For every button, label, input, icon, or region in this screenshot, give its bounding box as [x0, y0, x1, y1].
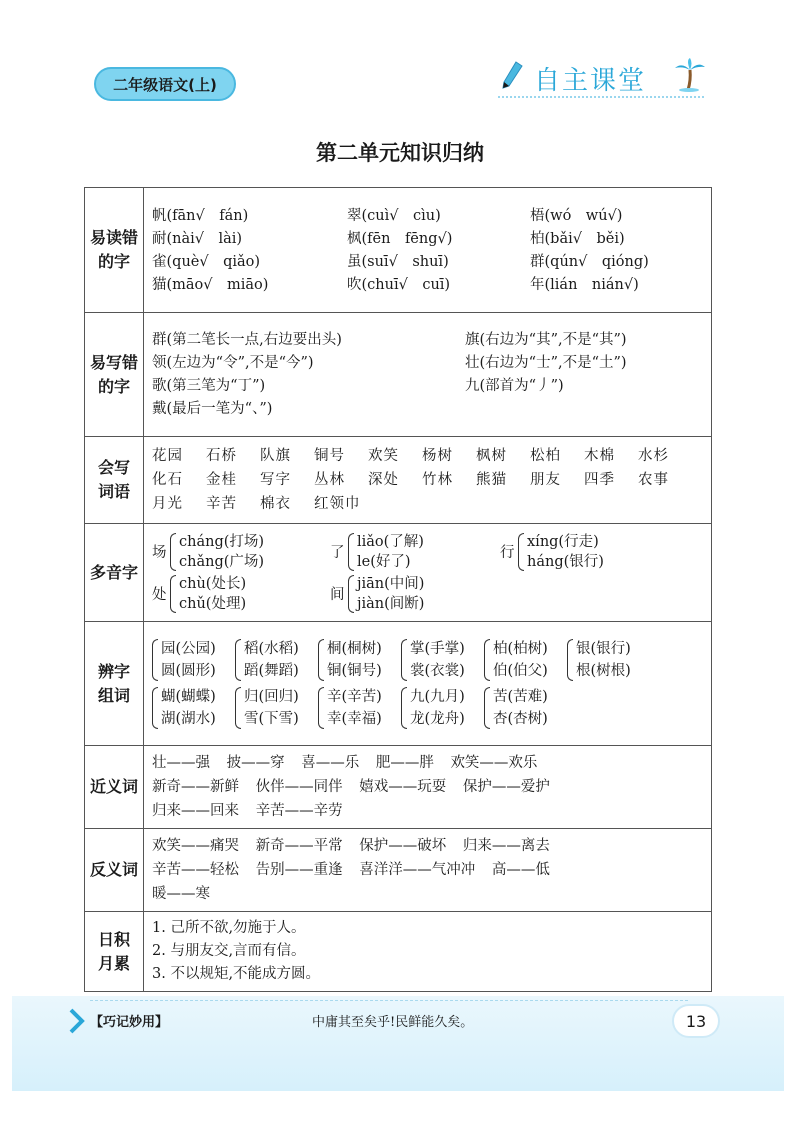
- text-line: [152, 858, 705, 882]
- pair-word: 掌(手掌): [410, 640, 465, 657]
- list-item: 九(部首为“丿”): [465, 377, 564, 394]
- word: 石桥: [206, 447, 237, 464]
- proverb-line: 2. 与朋友交,言而有信。: [152, 943, 306, 959]
- word-pair: [235, 686, 318, 730]
- brace: [401, 687, 407, 729]
- word-pair: [401, 686, 484, 730]
- label-yixie: 易写错 的字: [85, 313, 144, 437]
- list-item: 雀(què√ qiǎo): [152, 253, 261, 270]
- brace: [170, 533, 176, 571]
- word-pair: 告别——重逢: [255, 862, 343, 878]
- polyphone-item: [330, 532, 500, 572]
- word: 月光: [152, 495, 183, 512]
- brace: [348, 533, 354, 571]
- word: 铜号: [314, 447, 345, 464]
- word: 棉衣: [260, 495, 291, 512]
- pair-word: 归(回归): [244, 688, 299, 705]
- word-pair: 披——穿: [226, 755, 285, 771]
- pair-word: 柏(柏树): [493, 640, 548, 657]
- reading: cháng(打场): [179, 533, 265, 550]
- footer-band: [12, 996, 784, 1091]
- pair-word: 桐(桐树): [327, 640, 382, 657]
- polyphone-char: 了: [330, 545, 345, 561]
- list-item: 猫(māo√ miāo): [152, 276, 269, 293]
- huixie-words: [152, 446, 705, 515]
- word-pair: 嬉戏——玩耍: [359, 779, 447, 795]
- row-yixie: [85, 313, 712, 437]
- row-bianzi: [85, 622, 712, 746]
- list-item: 领(左边为“令”,不是“今”): [152, 354, 314, 371]
- list-item: 柏(bǎi√ běi): [530, 230, 625, 247]
- footer-quote: 中庸其至矣乎!民鲜能久矣。: [312, 1015, 474, 1030]
- pair-word: 辛(辛苦): [327, 688, 382, 705]
- word-pair: [567, 638, 650, 682]
- label-yidu: 易读错 的字: [85, 188, 144, 313]
- word-pair: 高——低: [491, 862, 550, 878]
- label-fanyi: 反义词: [85, 829, 144, 912]
- polyphone-item: [500, 532, 670, 572]
- fanyi-list: [152, 834, 705, 906]
- word-pair: 欢笑——欢乐: [450, 755, 538, 771]
- pair-word: 园(公园): [161, 640, 216, 657]
- word-pair: 辛苦——辛劳: [255, 803, 343, 819]
- footer-divider: [90, 1000, 688, 1001]
- word-pair: 暖——寒: [152, 886, 210, 902]
- word-pair: [152, 686, 235, 730]
- pair-word: 龙(龙舟): [410, 710, 465, 727]
- duoyin-list: [152, 532, 705, 614]
- word: 杨树: [422, 447, 453, 464]
- word-pair: [235, 638, 318, 682]
- pair-word: 蝴(蝴蝶): [161, 688, 216, 705]
- brace: [348, 575, 354, 613]
- brace: [170, 575, 176, 613]
- word: 化石: [152, 471, 183, 488]
- word: 辛苦: [206, 495, 237, 512]
- footer-label: 【巧记妙用】: [90, 1015, 169, 1030]
- word: 队旗: [260, 447, 291, 464]
- word: 花园: [152, 447, 183, 464]
- row-yidu: [85, 188, 712, 313]
- polyphone-item: [330, 574, 500, 614]
- row-duoyin: [85, 524, 712, 622]
- pair-word: 银(银行): [576, 640, 631, 657]
- word: 欢笑: [368, 447, 399, 464]
- palm-tree-icon: [674, 58, 706, 92]
- grade-badge: 二年级语文(上): [94, 67, 236, 101]
- brace: [401, 639, 407, 681]
- pair-word: 圆(圆形): [161, 662, 216, 679]
- pair-word: 湖(湖水): [161, 710, 216, 727]
- text-line: [152, 775, 705, 799]
- list-item: 壮(右边为“士”,不是“土”): [465, 354, 627, 371]
- word-pair: 保护——破坏: [359, 838, 447, 854]
- brace: [318, 687, 324, 729]
- text-line: [152, 882, 705, 906]
- list-item: 群(qún√ qióng): [530, 253, 649, 270]
- label-riji: 日积 月累: [85, 912, 144, 992]
- word-pair: 辛苦——轻松: [152, 862, 239, 878]
- word-pair: 归来——回来: [152, 803, 239, 819]
- brace: [152, 687, 158, 729]
- list-item: 虽(suī√ shuī): [347, 253, 449, 270]
- pair-word: 雪(下雪): [244, 710, 299, 727]
- word: 松柏: [530, 447, 561, 464]
- word-pair: [152, 638, 235, 682]
- pair-word: 苦(苦难): [493, 688, 548, 705]
- label-jinyi: 近义词: [85, 746, 144, 829]
- reading: chǔ(处理): [179, 595, 247, 612]
- pair-word: 铜(铜号): [327, 662, 382, 679]
- chevron-right-icon: [68, 1008, 86, 1034]
- list-item: 帆(fān√ fán): [152, 207, 249, 224]
- word: 四季: [584, 471, 615, 488]
- word: 枫树: [476, 447, 507, 464]
- pair-word: 杏(杏树): [493, 710, 548, 727]
- pair-word: 幸(幸福): [327, 710, 382, 727]
- list-item: [465, 399, 705, 420]
- word-pair: 新奇——平常: [255, 838, 343, 854]
- brace: [318, 639, 324, 681]
- list-item: 年(lián nián√): [530, 276, 639, 293]
- list-item: 吹(chuī√ cuī): [347, 276, 451, 293]
- word-pair: [484, 638, 567, 682]
- word-pair: [318, 638, 401, 682]
- brace: [235, 687, 241, 729]
- reading: chù(处长): [179, 575, 247, 592]
- word: 熊猫: [476, 471, 507, 488]
- brace: [484, 639, 490, 681]
- word: 朋友: [530, 471, 561, 488]
- word-pair: 归来——离去: [462, 838, 550, 854]
- word: 水杉: [638, 447, 669, 464]
- brand-dotted-line: [498, 96, 704, 98]
- brace: [567, 639, 573, 681]
- pair-word: 稻(水稻): [244, 640, 299, 657]
- list-item: 梧(wó wú√): [530, 207, 623, 224]
- polyphone-char: 行: [500, 545, 515, 561]
- word-pair: 喜洋洋——气冲冲: [359, 862, 476, 878]
- brace: [484, 687, 490, 729]
- word: 农事: [638, 471, 669, 488]
- polyphone-char: 间: [330, 587, 345, 603]
- yidu-list: [152, 206, 705, 295]
- reading: háng(银行): [527, 553, 604, 570]
- list-item: 群(第二笔长一点,右边要出头): [152, 331, 342, 348]
- pair-word: 裳(衣裳): [410, 662, 465, 679]
- word-pair: 新奇——新鲜: [152, 779, 239, 795]
- row-huixie: [85, 437, 712, 524]
- pair-word: 九(九月): [410, 688, 465, 705]
- word: 金桂: [206, 471, 237, 488]
- row-jinyi: [85, 746, 712, 829]
- page-title: 第二单元知识归纳: [316, 141, 484, 165]
- polyphone-item: [152, 532, 330, 572]
- text-line: [152, 799, 705, 823]
- brand-title: 自主课堂: [534, 66, 647, 96]
- text-line: [152, 751, 705, 775]
- page-number: 13: [672, 1004, 720, 1038]
- word-pair: 喜——乐: [301, 755, 360, 771]
- word-pair: 伙伴——同伴: [255, 779, 343, 795]
- word: 竹林: [422, 471, 453, 488]
- brand-logo: [498, 56, 708, 102]
- pencil-icon: [500, 60, 524, 90]
- label-bianzi: 辨字 组词: [85, 622, 144, 746]
- word-pair: 保护——爱护: [462, 779, 550, 795]
- polyphone-char: 场: [152, 545, 167, 561]
- reading: chǎng(广场): [179, 553, 265, 570]
- word: 木棉: [584, 447, 615, 464]
- label-duoyin: 多音字: [85, 524, 144, 622]
- yixie-list: [152, 330, 705, 420]
- bianzi-list: [152, 638, 705, 730]
- reading: liǎo(了解): [357, 533, 424, 550]
- proverb-line: 3. 不以规矩,不能成方圆。: [152, 966, 321, 982]
- proverb-line: 1. 己所不欲,勿施于人。: [152, 920, 306, 936]
- list-item: 戴(最后一笔为“、”): [152, 400, 273, 417]
- word: 深处: [368, 471, 399, 488]
- list-item: 耐(nài√ lài): [152, 230, 243, 247]
- word: 红领巾: [314, 495, 361, 512]
- row-riji: [85, 912, 712, 992]
- list-item: 旗(右边为“其”,不是“其”): [465, 331, 627, 348]
- word: 写字: [260, 471, 291, 488]
- label-huixie: 会写 词语: [85, 437, 144, 524]
- brace: [235, 639, 241, 681]
- word-pair: [401, 638, 484, 682]
- polyphone-char: 处: [152, 587, 167, 603]
- pair-word: 蹈(舞蹈): [244, 662, 299, 679]
- word-pair: 肥——胖: [375, 755, 434, 771]
- pair-word: 伯(伯父): [493, 662, 548, 679]
- list-item: 歌(第三笔为“丁”): [152, 377, 266, 394]
- pair-word: 根(树根): [576, 662, 631, 679]
- knowledge-table: [84, 187, 712, 992]
- word: 丛林: [314, 471, 345, 488]
- list-item: 枫(fēn fēng√): [347, 230, 453, 247]
- brace: [518, 533, 524, 571]
- word-pair: 欢笑——痛哭: [152, 838, 239, 854]
- word-pair: [484, 686, 567, 730]
- jinyi-list: [152, 751, 705, 823]
- reading: jiàn(间断): [357, 595, 425, 612]
- reading: jiān(中间): [357, 575, 425, 592]
- polyphone-item: [152, 574, 330, 614]
- reading: xíng(行走): [527, 533, 599, 550]
- reading: le(好了): [357, 553, 411, 570]
- word-pair: [318, 686, 401, 730]
- text-line: [152, 834, 705, 858]
- list-item: 翠(cuì√ cìu): [347, 207, 441, 224]
- word-pair: 壮——强: [152, 755, 210, 771]
- brace: [152, 639, 158, 681]
- row-fanyi: [85, 829, 712, 912]
